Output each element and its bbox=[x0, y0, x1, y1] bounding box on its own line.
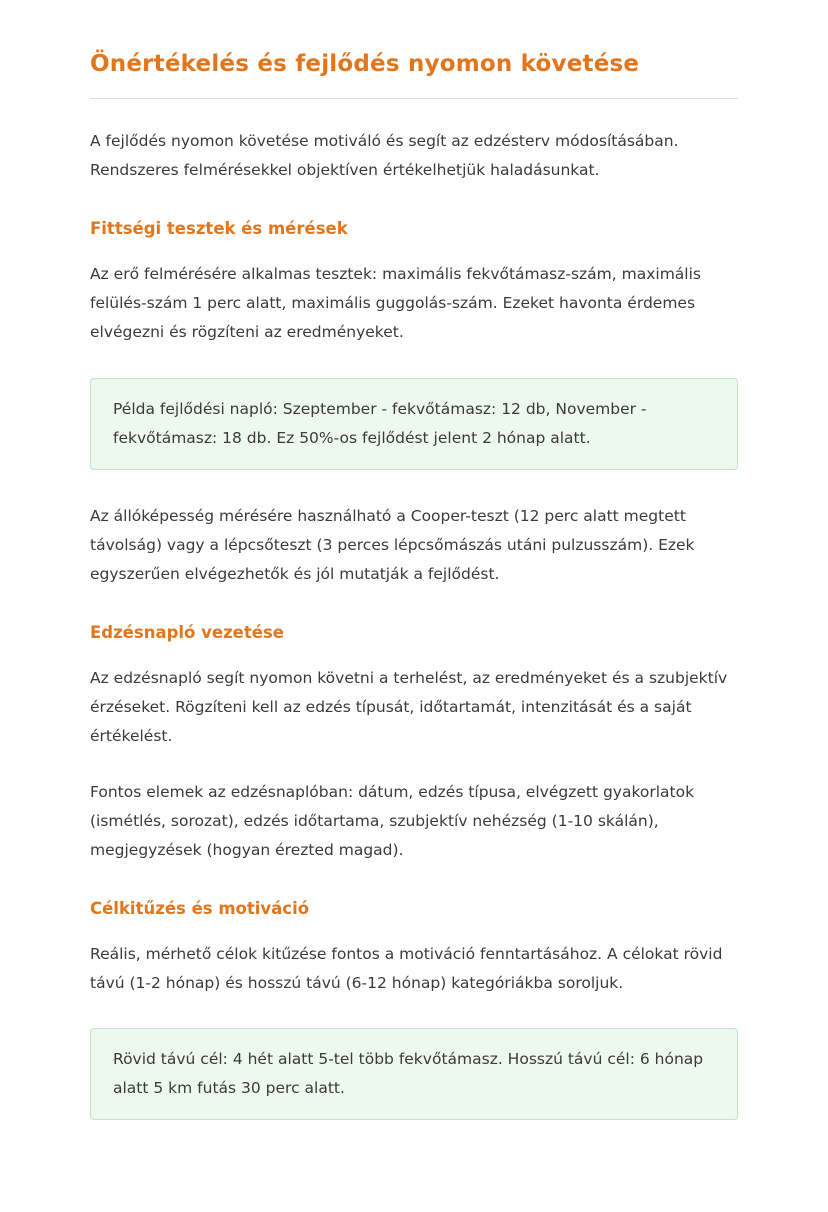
title-divider bbox=[90, 98, 738, 99]
paragraph-training-log-elements: Fontos elemek az edzésnaplóban: dátum, edzés típusa, elvégzett gyakorlatok (ismétlés, sorozat), edzés időtartama, szubjektív nehézség (1-10 skálán), megjegyzések (hogyan érezted magad). bbox=[90, 782, 695, 859]
section-heading-goal-setting: Célkitűzés és motiváció bbox=[90, 898, 310, 918]
section-heading-training-log: Edzésnapló vezetése bbox=[90, 623, 284, 643]
section-heading-fitness-tests: Fittségi tesztek és mérések bbox=[90, 219, 348, 239]
callout-progress-log-example bbox=[90, 378, 738, 470]
callout-goal-examples bbox=[90, 1028, 738, 1120]
page-title: Önértékelés és fejlődés nyomon követése bbox=[90, 51, 640, 77]
paragraph-strength-tests: Az erő felmérésére alkalmas tesztek: maximális fekvőtámasz-szám, maximális felülés-szám 1 perc alatt, maximális guggolás-szám. Ezeket havonta érdemes elvégezni és rögzíteni az eredményeket. bbox=[90, 265, 701, 342]
callout-text: Rövid távú cél: 4 hét alatt 5-tel több fekvőtámasz. Hosszú távú cél: 6 hónap alatt 5 km futás 30 perc alatt. bbox=[113, 1050, 704, 1098]
paragraph-goal-setting: Reális, mérhető célok kitűzése fontos a motiváció fenntartásához. A célokat rövid távú (1-2 hónap) és hosszú távú (6-12 hónap) kategóriákba soroljuk. bbox=[90, 944, 723, 993]
intro-paragraph: A fejlődés nyomon követése motiváló és segít az edzésterv módosításában. Rendszeres felmérésekkel objektíven értékelhetjük haladásunkat. bbox=[90, 131, 679, 180]
paragraph-training-log-purpose: Az edzésnapló segít nyomon követni a terhelést, az eredményeket és a szubjektív érzéseket. Rögzíteni kell az edzés típusát, időtartamát, intenzitását és a saját értékelést. bbox=[90, 669, 728, 746]
document-content bbox=[90, 0, 738, 1212]
callout-text: Példa fejlődési napló: Szeptember - fekvőtámasz: 12 db, November - fekvőtámasz: 18 db. Ez 50%-os fejlődést jelent 2 hónap alatt. bbox=[113, 399, 647, 447]
paragraph-endurance-tests: Az állóképesség mérésére használható a Cooper-teszt (12 perc alatt megtett távolság) vagy a lépcsőteszt (3 perces lépcsőmászás utáni pulzusszám). Ezek egyszerűen elvégezhetők és jól mutatják a fejlődést. bbox=[90, 506, 695, 584]
